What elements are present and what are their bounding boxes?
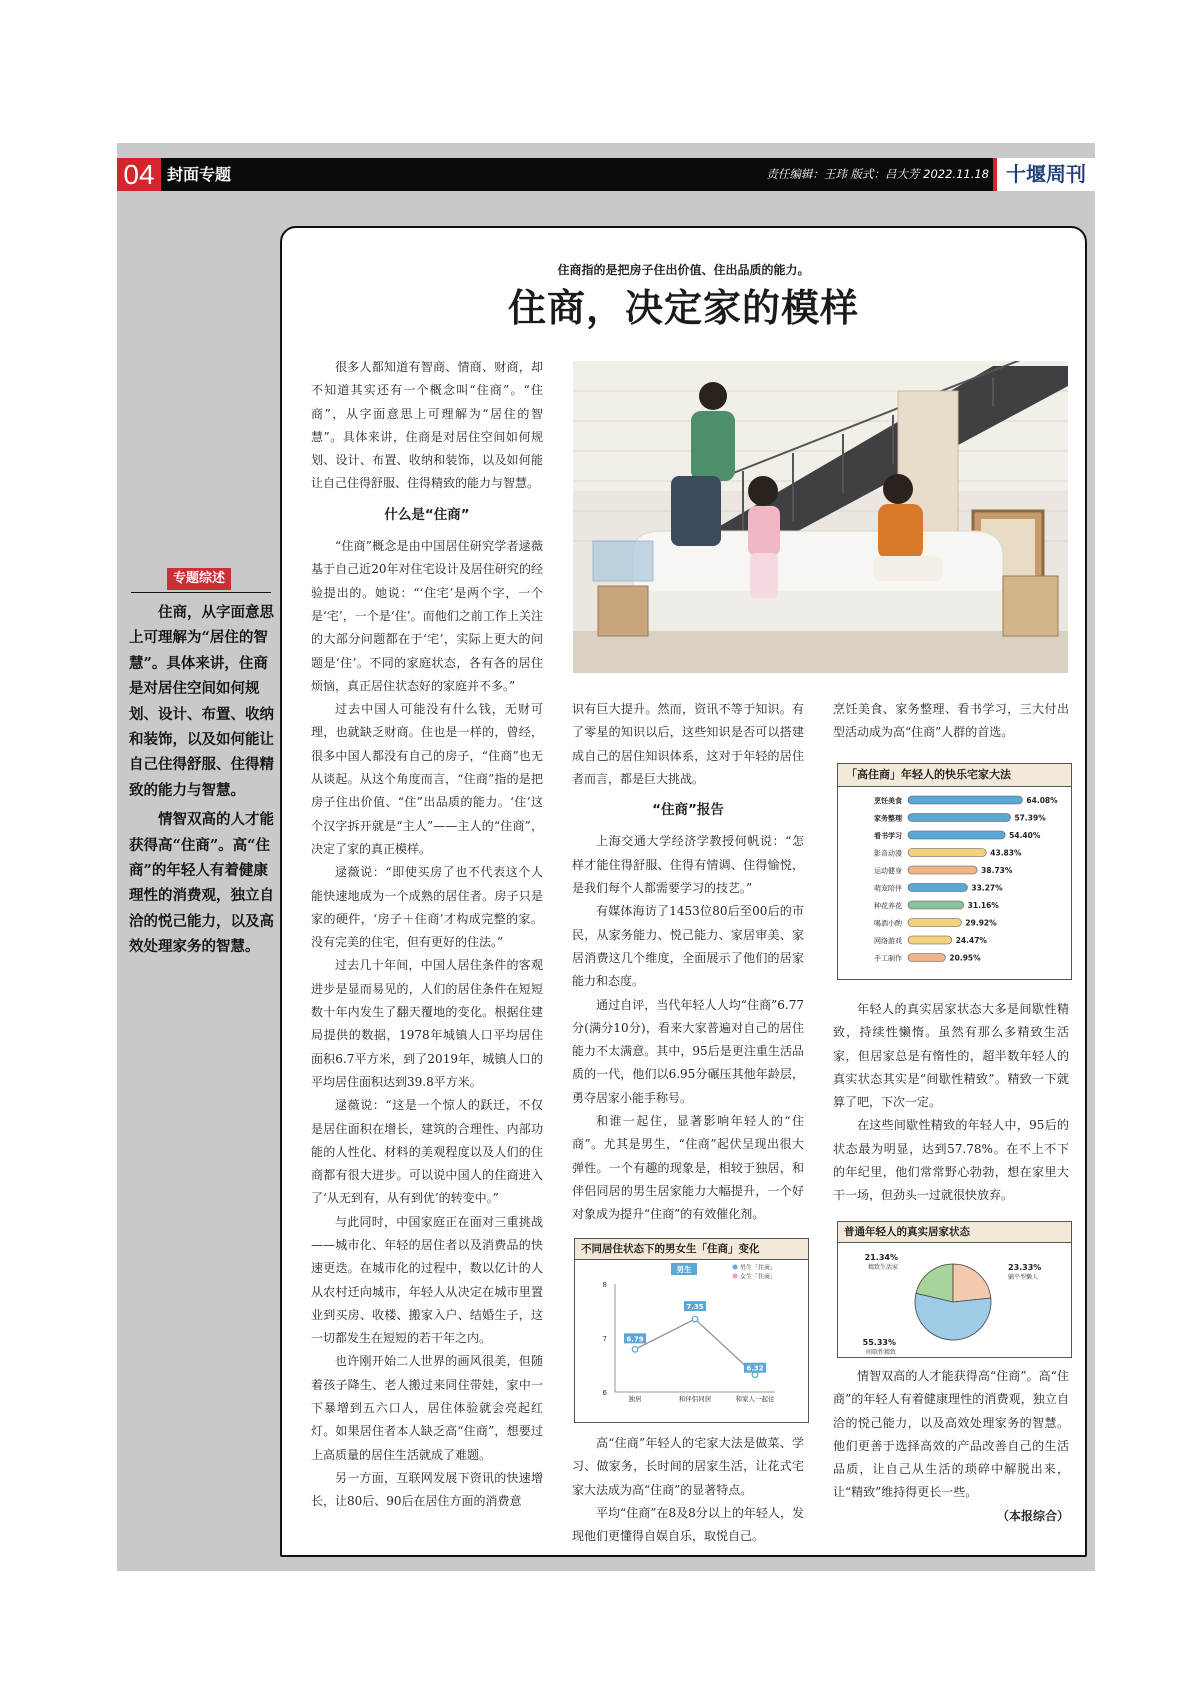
subheading: “住商”报告: [652, 802, 724, 819]
category-label: 看书学习: [874, 832, 902, 840]
paragraph: 烹饪美食、家务整理、看书学习，三大付出型活动成为高“住商”人群的首选。: [833, 702, 1069, 740]
sidebar-paragraph: 住商，从字面意思上可理解为“居住的智慧”。具体来讲，住商是对居住空间如何规划、设计、布置、收纳和装饰，以及如何能让自己住得舒服、住得精致的能力与智慧。: [129, 604, 274, 799]
sidebar-label-bar: [131, 568, 271, 593]
paragraph: 年轻人的真实居家状态大多是间歇性精致，持续性懒惰。虽然有那么多精致生活家，但居家总是有惰性的，超半数年轻人的真实状态其实是“间歇性精致”。精致一下就算了吧，下次一定。: [833, 1002, 1069, 1110]
bar: [908, 831, 1005, 839]
data-label: 6.79: [626, 1335, 644, 1344]
editor-line: 责任编辑：王玮 版式：吕大芳 2022.11.18: [766, 167, 989, 181]
slice-category-label: 间歇性精致: [865, 1349, 896, 1356]
category-label: 萌宠陪伴: [874, 884, 902, 893]
article-credit: （本报综合）: [996, 1508, 1069, 1523]
paragraph: 有媒体海访了1453位80后至00后的市民，从家务能力、悦己能力、家居审美、家居消费这几个维度，全面展示了他们的居家能力和态度。: [572, 904, 804, 989]
family-staircase-photo: [573, 361, 1068, 673]
sidebar-paragraph: 情智双高的人才能获得高“住商”。高“住商”的年轻人有着健康理性的消费观，独立自洽的悦己能力，以及高效处理家务的智慧。: [129, 811, 274, 956]
y-tick-label: 8: [602, 1281, 607, 1289]
article-deck: 住商指的是把房子住出价值、住出品质的能力。: [557, 263, 810, 277]
paragraph: 逯薇说：“即使买房了也不代表这个人能快速地成为一个成熟的居住者。房子只是家的硬件，‘房子＋住商’才构成完整的家。没有完美的住宅，但有更好的住法。”: [311, 865, 543, 950]
paragraph: 和谁一起住，显著影响年轻人的“住商”。尤其是男生，“住商”起伏呈现出很大弹性。一个有趣的现象是，相较于独居，和伴侣同居的男生居家能力大幅提升，一个好对象成为提升“住商”的有效催化剂。: [572, 1114, 804, 1222]
page-header: [117, 158, 1095, 191]
paragraph: 过去中国人可能没有什么钱，无财可理，也就缺乏财商。住也是一样的，曾经，很多中国人都没有自己的房子，“住商”也无从谈起。从这个角度而言，“住商”指的是把房子住出价值、“住”出品质的能力。‘住’这个汉字拆开就是“主人”——主人的“住商”，决定了家的真正模样。: [311, 702, 543, 856]
article-column-2-bottom: [572, 1432, 804, 1548]
paragraph: 与此同时，中国家庭正在面对三重挑战——城市化、年轻的居住者以及消费品的快速更迭。在城市化的过程中，数以亿计的人从农村迁向城市，年轻人从决定在城市里置业到买房、收楼、搬家入户、结婚生子，这一切都发生在短短的若干年之内。: [311, 1214, 543, 1346]
article-column-1: [311, 356, 543, 1514]
bar: [908, 884, 967, 892]
pie-chart-svg: [838, 1242, 1071, 1357]
gender-living-chart: [574, 1238, 809, 1423]
data-label: 6.32: [746, 1364, 764, 1373]
sidebar-label: 专题综述: [167, 568, 231, 590]
category-label: 运动健身: [874, 867, 902, 875]
category-label: 家务整理: [874, 814, 902, 823]
legend-label: 女生「住商」: [740, 1273, 777, 1281]
value-label: 43.83%: [990, 848, 1022, 858]
y-tick-label: 6: [602, 1389, 607, 1397]
slice-category-label: 精致生活家: [867, 1264, 898, 1271]
value-label: 31.16%: [967, 901, 999, 910]
slice-category-label: 躺平型懒人: [1008, 1274, 1039, 1281]
x-tick-label: 独居: [628, 1395, 642, 1403]
paragraph: 在这些间歇性精致的年轻人中，95后的状态最为明显，达到57.78%。在不上不下的年纪里，他们常常野心勃勃，想在家里大干一场，但劲头一过就很快放弃。: [833, 1118, 1069, 1203]
bar: [908, 796, 1022, 804]
series-line: [635, 1319, 755, 1375]
legend-label: 男生「住商」: [740, 1264, 777, 1272]
paragraph: 也许刚开始二人世界的画风很美，但随着孩子降生、老人搬过来同住带娃，家中一下暴增到五六口人，居住体验就会亮起红灯。如果居住者本人缺乏高“住商”，想要过上高质量的居住生活就成了难题。: [311, 1354, 543, 1462]
category-label: 种花养花: [874, 902, 902, 910]
bar: [908, 849, 986, 857]
category-label: 影音动漫: [874, 849, 902, 858]
article-column-3: [833, 698, 1069, 745]
paragraph: 很多人都知道有智商、情商、财商，却不知道其实还有一个概念叫“住商”。“住商”，从字面意思上可理解为“居住的智慧”。具体来讲，住商是对居住空间如何规划、设计、布置、收纳和装饰，以及如何能让自己住得舒服、住得精致的能力与智慧。: [311, 360, 543, 491]
slice-value-label: 21.34%: [864, 1253, 898, 1262]
value-label: 20.95%: [949, 953, 981, 963]
paragraph: 识有巨大提升。然而，资讯不等于知识。有了零星的知识以后，这些知识是否可以搭建成自己的居住知识体系，这对于年轻的居住者而言，都是巨大挑战。: [572, 702, 804, 786]
chart-title: 普通年轻人的真实居家状态: [838, 1222, 1071, 1243]
data-point: [692, 1316, 698, 1322]
value-label: 38.73%: [981, 866, 1013, 875]
legend-marker: [733, 1274, 738, 1279]
paragraph: “住商”概念是由中国居住研究学者逯薇基于自己近20年对住宅设计及居住研究的经验提出的。她说：“‘住宅’是两个字，一个是‘宅’，一个是‘住’。而他们之前工作上关注的大部分问题都在于‘宅’，实际上更大的问题是‘住’。不同的家庭状态，各有各的居住烦恼，真正居住状态好的家庭并不多。”: [311, 539, 543, 693]
line-chart-svg: [575, 1259, 808, 1422]
paragraph: 情智双高的人才能获得高“住商”。高“住商”的年轻人有着健康理性的消费观，独立自洽的悦己能力，以及高效处理家务的智慧。他们更善于选择高效的产品改善自己的生活品质，让自己从生活的琐碎中解脱出来，让“精致”维持得更长一些。: [833, 1369, 1069, 1500]
page-number: 04: [117, 158, 161, 191]
category-label: 手工制作: [874, 954, 902, 963]
chart-title: 不同居住状态下的男女生「住商」变化: [575, 1239, 808, 1260]
data-point: [632, 1347, 638, 1353]
article-column-3-middle: [833, 998, 1069, 1208]
subheading: 什么是“住商”: [384, 506, 470, 523]
stay-home-activities-chart: [837, 763, 1072, 980]
paragraph: 逯薇说：“这是一个惊人的跃迁，不仅是居住面积在增长，建筑的合理性、内部功能的人性化、材料的美观程度以及人们的住商都有很大进步。可以说中国人的住商进入了‘从无到有，从有到优’的转变中。”: [311, 1098, 543, 1206]
category-label: 网络游戏: [874, 937, 902, 945]
paragraph: 过去几十年间，中国人居住条件的客观进步是显而易见的，人们的居住条件在短短数十年内发生了翻天覆地的变化。根据住建局提供的数据，1978年城镇人口平均居住面积6.7平方米，到了2019年，城镇人口的平均居住面积达到39.8平方米。: [311, 958, 543, 1089]
category-label: 喝酒小酌: [874, 919, 902, 928]
data-point: [752, 1372, 758, 1378]
paragraph: 通过自评，当代年轻人人均“住商”6.77分(满分10分)，看来大家普遍对自己的居住能力不太满意。其中，95后是更注重生活品质的一代，他们以6.95分碾压其他年龄层，勇夺居家小能手称号。: [572, 997, 804, 1105]
section-name: 封面专题: [167, 165, 232, 184]
paragraph: 高“住商”年轻人的宅家大法是做菜、学习、做家务，长时间的居家生活，让花式宅家大法成为高“住商”的显著特点。: [572, 1436, 804, 1497]
article-column-3-bottom: [833, 1365, 1069, 1528]
value-label: 24.47%: [955, 936, 987, 945]
chart-title: 「高住商」年轻人的快乐宅家大法: [838, 764, 1071, 787]
value-label: 29.92%: [965, 918, 997, 928]
bar: [908, 814, 1010, 822]
article-headline: 住商，决定家的模样: [507, 285, 859, 330]
bar: [908, 936, 952, 944]
bar: [908, 866, 977, 874]
value-label: 54.40%: [1009, 831, 1041, 840]
paragraph: 平均“住商”在8及8分以上的年轻人，发现他们更懂得自娱自乐，取悦自己。: [572, 1505, 804, 1544]
legend-marker: [733, 1265, 738, 1270]
sidebar-summary: [129, 600, 274, 964]
article-column-2: [572, 698, 804, 1227]
value-label: 64.08%: [1026, 796, 1058, 805]
category-label: 烹饪美食: [874, 797, 902, 805]
data-label: 7.35: [686, 1303, 704, 1312]
paragraph: 另一方面，互联网发展下资讯的快速增长，让80后、90后在居住方面的消费意: [311, 1470, 543, 1509]
bar: [908, 954, 945, 962]
slice-value-label: 23.33%: [1008, 1263, 1042, 1272]
value-label: 57.39%: [1014, 813, 1046, 823]
masthead-logo: 十堰周刊: [993, 158, 1095, 191]
x-tick-label: 和伴侣同居: [678, 1395, 712, 1403]
x-tick-label: 和家人一起住: [735, 1395, 775, 1403]
value-label: 33.27%: [971, 883, 1003, 893]
pie-slice: [953, 1264, 991, 1302]
home-status-pie-chart: [837, 1221, 1072, 1358]
bar-chart-svg: [838, 786, 1071, 979]
paragraph: 上海交通大学经济学教授何帆说：“怎样才能住得舒服、住得有情调、住得愉悦，是我们每个人都需要学习的技艺。”: [572, 834, 804, 896]
photo-illustration: [573, 361, 1068, 673]
slice-value-label: 55.33%: [862, 1338, 896, 1347]
bar: [908, 901, 964, 909]
bar: [908, 919, 961, 927]
gender-badge-text: 男生: [676, 1265, 692, 1274]
y-tick-label: 7: [602, 1335, 607, 1343]
